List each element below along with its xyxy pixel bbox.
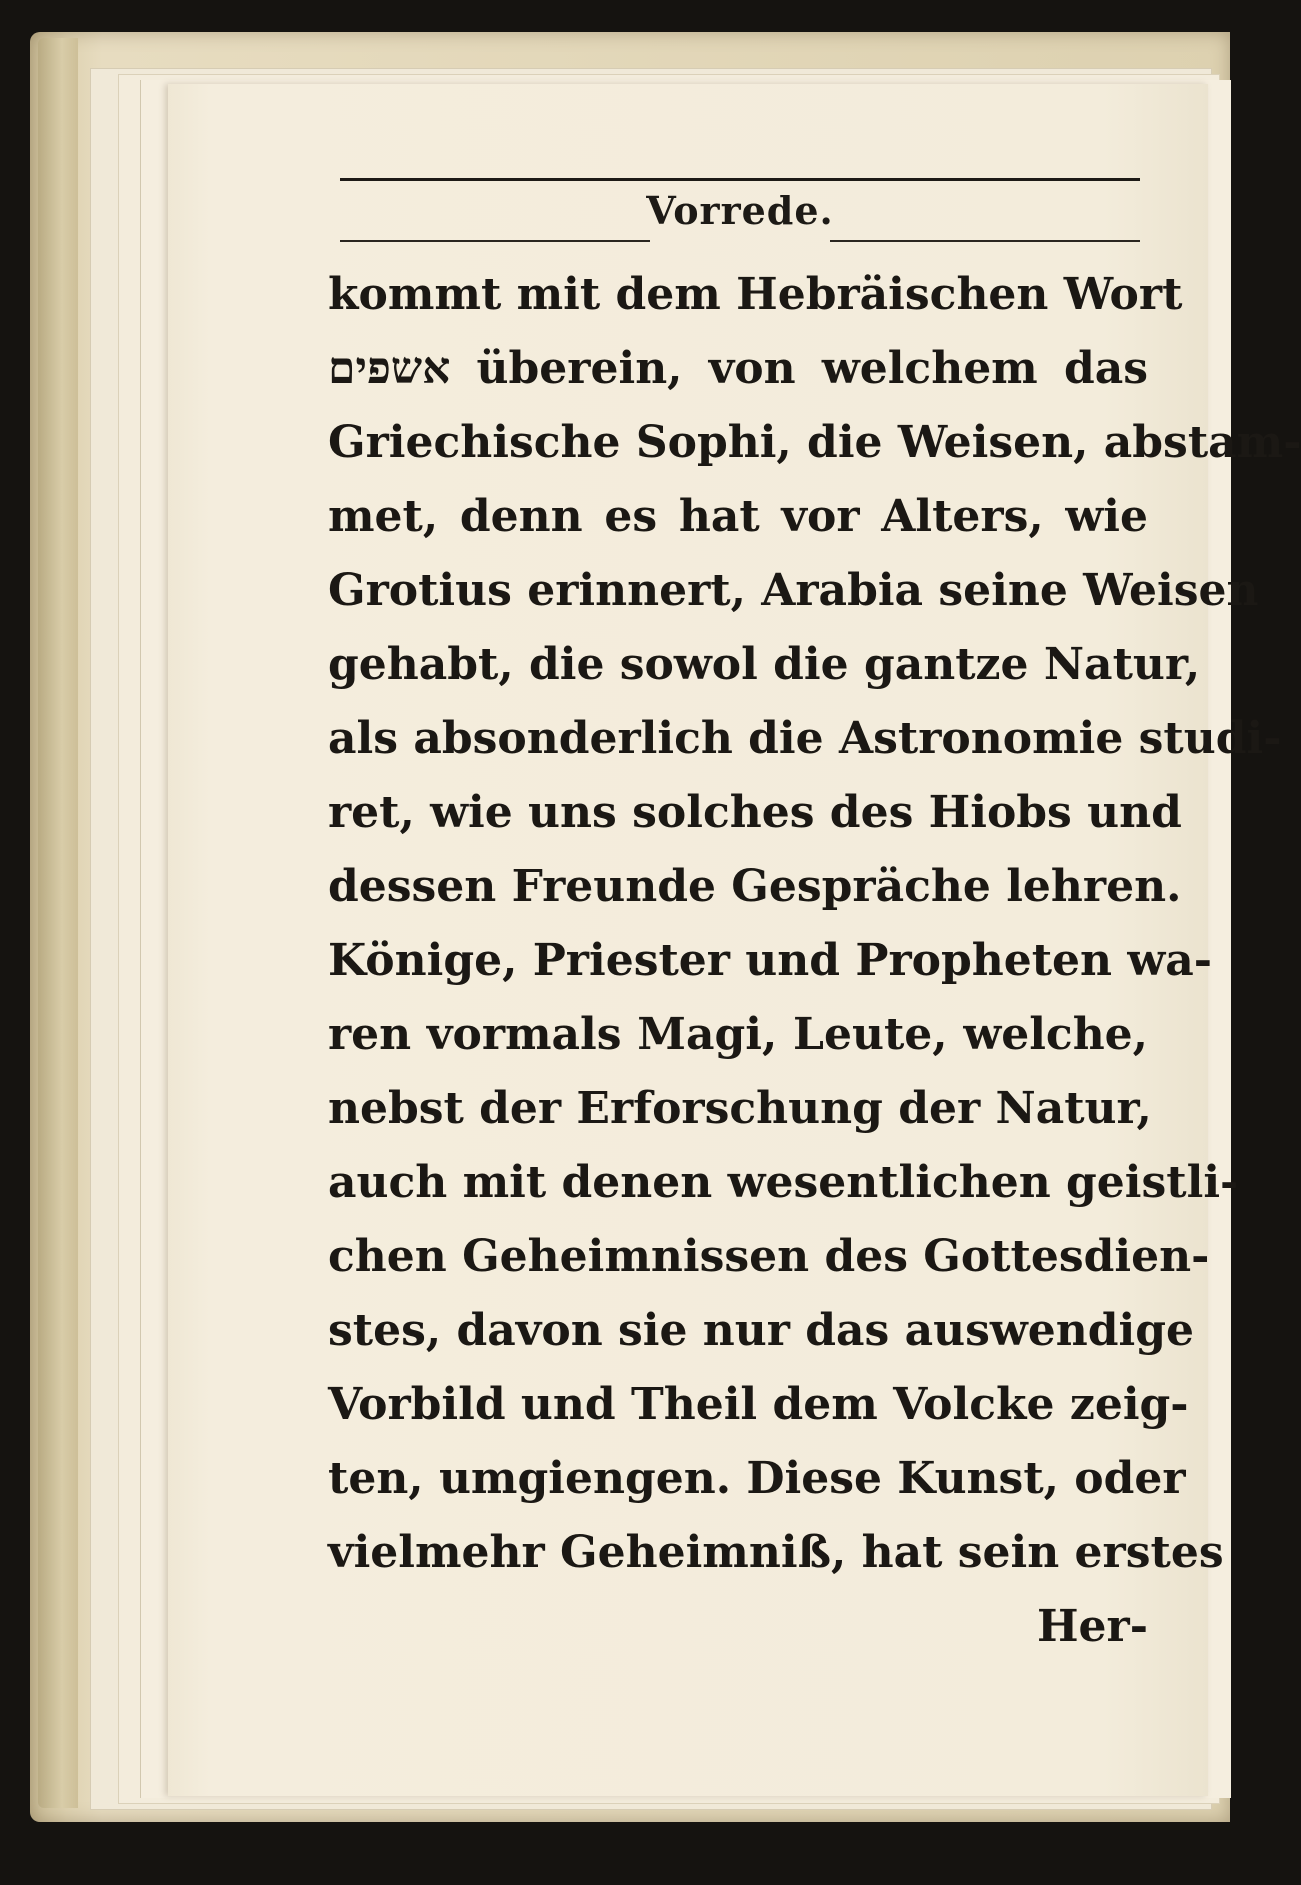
text-line: Vorbild und Theil dem Volcke zeig- (328, 1379, 1189, 1430)
book-spine-edge (38, 38, 78, 1808)
text-line: stes, davon sie nur das auswendige (328, 1305, 1195, 1356)
text-line: met, denn es hat vor Alters, wie (328, 491, 1148, 542)
text-line: gehabt, die sowol die gantze Natur, (328, 639, 1201, 690)
text-line: vielmehr Geheimniß, hat sein erstes (328, 1527, 1224, 1578)
body-text (328, 258, 1301, 1664)
text-line: Könige, Priester und Propheten wa- (328, 935, 1212, 986)
text-line: nebst der Erforschung der Natur, (328, 1083, 1152, 1134)
header-rule (830, 240, 1140, 242)
running-header (340, 186, 1140, 242)
text-line: Griechische Sophi, die Weisen, abstam- (328, 417, 1301, 468)
text-line: Grotius erinnert, Arabia seine Weisen (328, 565, 1259, 616)
text-line: auch mit denen wesentlichen geistli- (328, 1157, 1239, 1208)
header-rule (340, 240, 650, 242)
text-line: dessen Freunde Gespräche lehren. (328, 861, 1182, 912)
text-line: ren vormals Magi, Leute, welche, (328, 1009, 1148, 1060)
catchword: Her- (1036, 1601, 1148, 1652)
text-line: ret, wie uns solches des Hiobs und (328, 787, 1182, 838)
text-line: kommt mit dem Hebräischen Wort (328, 269, 1183, 320)
text-line: als absonderlich die Astronomie studi- (328, 713, 1282, 764)
text-line: אשפים überein, von welchem das (328, 343, 1148, 394)
text-line: chen Geheimnissen des Gottesdien- (328, 1231, 1210, 1282)
header-rule (340, 178, 1140, 181)
running-header-title: Vorrede. (646, 188, 834, 233)
text-line: ten, umgiengen. Diese Kunst, oder (328, 1453, 1186, 1504)
